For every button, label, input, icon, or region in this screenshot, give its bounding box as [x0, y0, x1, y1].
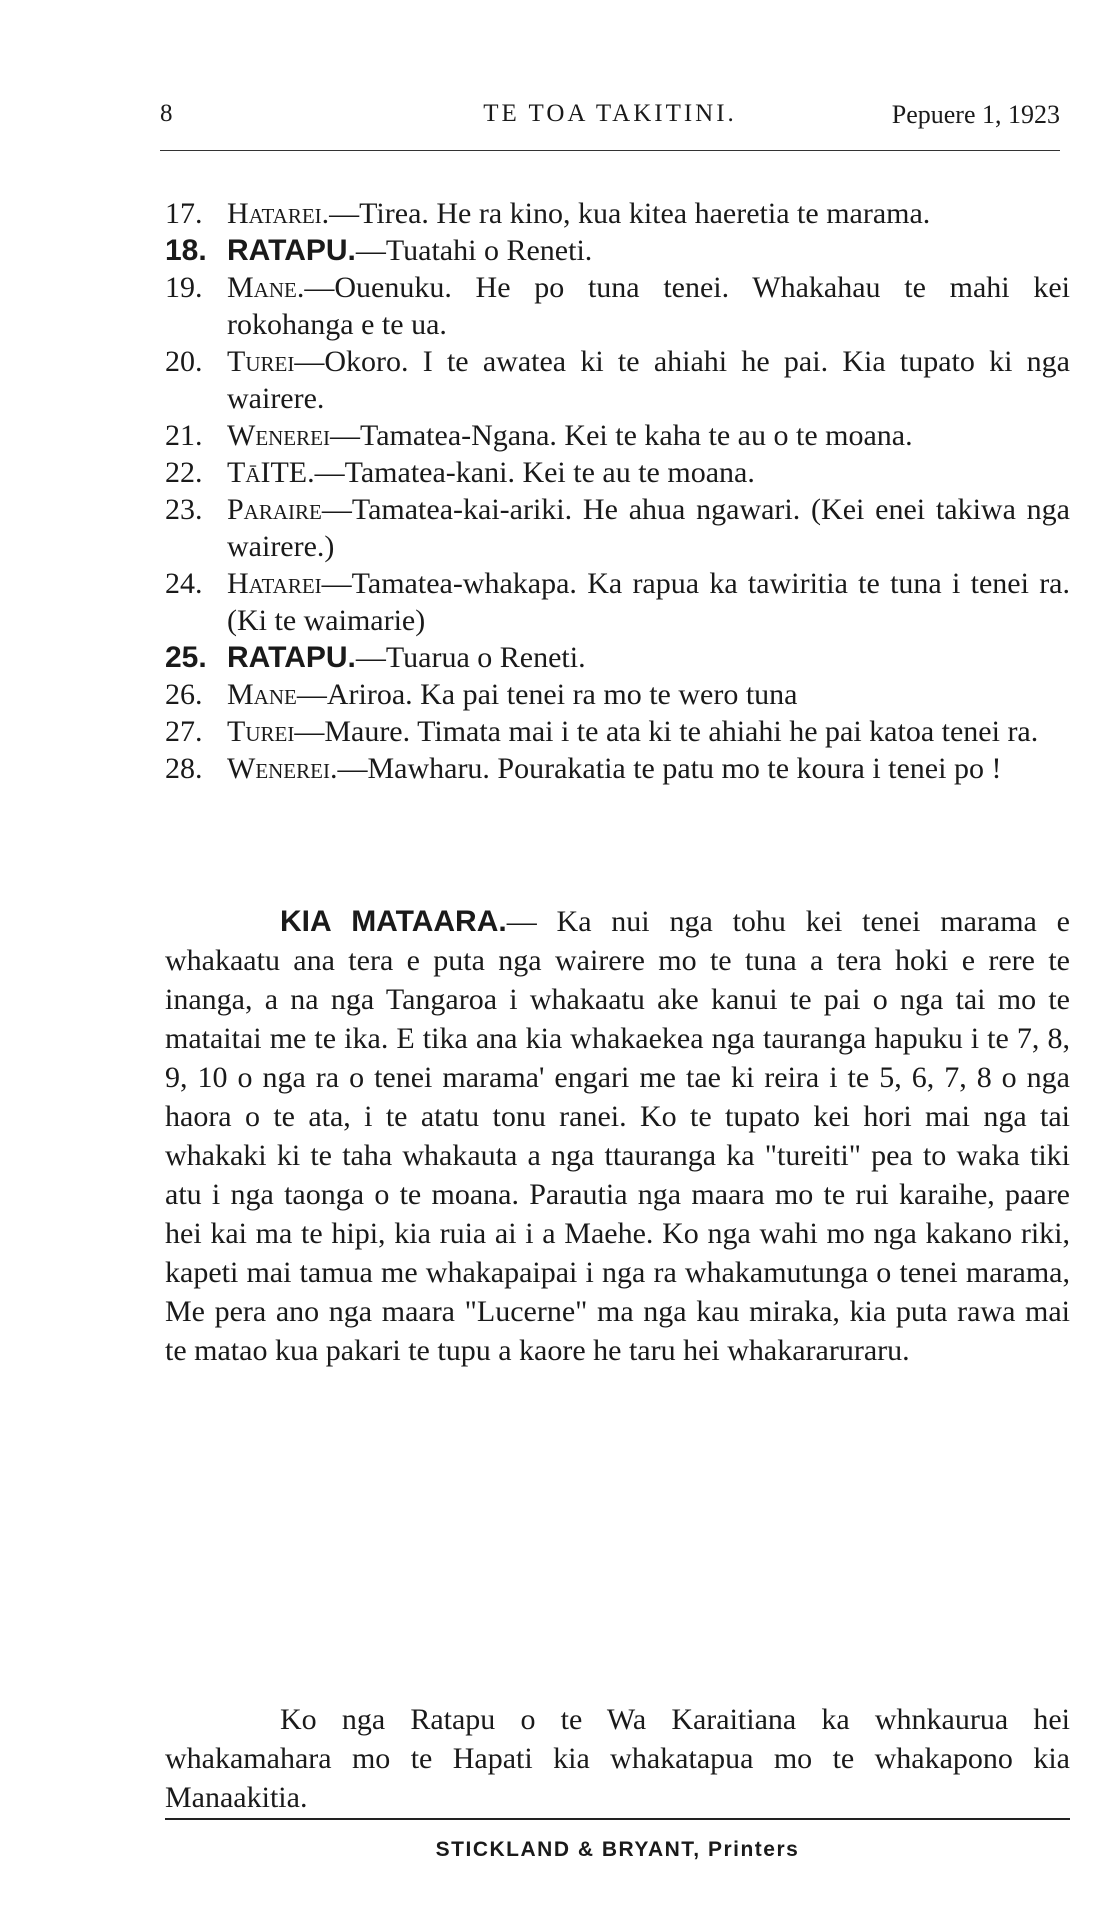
entry-number: 19.: [165, 271, 203, 304]
entry-day: Turei: [227, 345, 295, 378]
issue-date: Pepuere 1, 1923: [891, 100, 1060, 129]
entry-number: 24.: [165, 567, 203, 600]
entry-day: Hatarei: [227, 567, 322, 600]
entry-day: RATAPU.: [227, 234, 356, 267]
calendar-entry: [165, 750, 1070, 787]
entry-day: Turei: [227, 715, 295, 748]
entry-number: 20.: [165, 345, 203, 378]
entry-number: 28.: [165, 752, 203, 785]
entry-text: —Tirea. He ra kino, kua kitea haeretia te marama.: [329, 197, 931, 230]
entry-number: 25.: [165, 641, 207, 674]
printer-imprint: STICKLAND & BRYANT, Printers: [435, 1838, 800, 1861]
entry-day: Hatarei.: [227, 197, 330, 230]
footer-rule: [165, 1818, 1070, 1820]
page-number: 8: [160, 100, 173, 127]
calendar-entry: [165, 417, 1070, 454]
entry-text: —Tamatea-kani. Kei te au te moana.: [314, 456, 755, 489]
calendar-entry: [165, 491, 1070, 565]
entry-number: 22.: [165, 456, 203, 489]
entry-text: —Okoro. I te awatea ki te ahiahi he pai. Kia tupato ki nga wairere.: [227, 345, 1070, 415]
entry-text: —Ariroa. Ka pai tenei ra mo te wero tuna: [296, 678, 798, 711]
entry-day: Mane: [227, 678, 297, 711]
entry-number: 21.: [165, 419, 203, 452]
entry-day: RATAPU.: [227, 641, 356, 674]
warning-body: — Ka nui nga tohu kei tenei marama e whakaatu ana tera e puta nga wairere mo te tuna a tera hoki e rere te inanga, a na nga Tangaroa i whakaatu ake kanui te pai o nga tai mo te mataitai me te ika. E tika ana kia whakaekea nga tauranga hapuku i te 7, 8, 9, 10 o nga ra o tenei marama' engari me tae ki reira i te 5, 6, 7, 8 o nga haora o te ata, i te atatu tonu ranei. Ko te tupato kei hori mai nga tai whakaki ki te taha whakauta a nga ttauranga ka "tureiti" pea to waka tiki atu i nga taonga o te moana. Parautia nga maara mo te rui karaihe, paare hei kai ma te hipi, kia ruia ai i a Maehe. Ko nga wahi mo nga kakano riki, kapeti mai tamua me whakapaipai i nga ra whakamutunga o tenei marama, Me pera ano nga maara "Lucerne" ma nga kau miraka, kia puta rawa mai te matao kua pakari te tupu a kaore he taru hei whakararuraru.: [165, 905, 1070, 1367]
entry-text: —Tamatea-kai-ariki. He ahua ngawari. (Kei enei takiwa nga wairere.): [227, 493, 1070, 563]
closing-paragraph: Ko nga Ratapu o te Wa Karaitiana ka whnkaurua hei whakamahara mo te Hapati kia whakatapua mo te whakapono kia Manaakitia.: [165, 1703, 1070, 1814]
entry-day: Wenerei: [227, 419, 330, 452]
entry-number: 17.: [165, 197, 203, 230]
warning-heading: KIA MATAARA.: [280, 905, 507, 938]
calendar-entry: [165, 232, 1070, 269]
warning-paragraph: [165, 902, 1070, 1370]
entry-day: Mane.: [227, 271, 305, 304]
entry-number: 23.: [165, 493, 203, 526]
entry-text: —Maure. Timata mai i te ata ki te ahiahi he pai katoa tenei ra.: [294, 715, 1039, 748]
publication-title: TE TOA TAKITINI.: [483, 100, 737, 127]
entry-text: —Tamatea-whakapa. Ka rapua ka tawiritia te tuna i tenei ra. (Ki te waimarie): [227, 567, 1070, 637]
calendar-entries: [165, 195, 1070, 787]
calendar-entry: [165, 565, 1070, 639]
entry-day: TāITE.: [227, 456, 315, 489]
entry-number: 27.: [165, 715, 203, 748]
calendar-entry: [165, 713, 1070, 750]
entry-text: —Ouenuku. He po tuna tenei. Whakahau te mahi kei rokohanga e te ua.: [227, 271, 1070, 341]
calendar-entry: [165, 269, 1070, 343]
entry-number: 18.: [165, 234, 207, 267]
calendar-entry: [165, 195, 1070, 232]
calendar-entry: [165, 454, 1070, 491]
entry-text: —Tuarua o Reneti.: [355, 641, 586, 674]
entry-day: Paraire: [227, 493, 322, 526]
page-header: [160, 100, 1060, 140]
calendar-entry: [165, 639, 1070, 676]
calendar-entry: [165, 343, 1070, 417]
entry-text: —Tuatahi o Reneti.: [355, 234, 593, 267]
entry-text: —Mawharu. Pourakatia te patu mo te koura i tenei po !: [337, 752, 1002, 785]
entry-text: —Tamatea-Ngana. Kei te kaha te au o te moana.: [329, 419, 913, 452]
entry-number: 26.: [165, 678, 203, 711]
entry-day: Wenerei.: [227, 752, 338, 785]
calendar-entry: [165, 676, 1070, 713]
header-rule: [160, 150, 1060, 151]
